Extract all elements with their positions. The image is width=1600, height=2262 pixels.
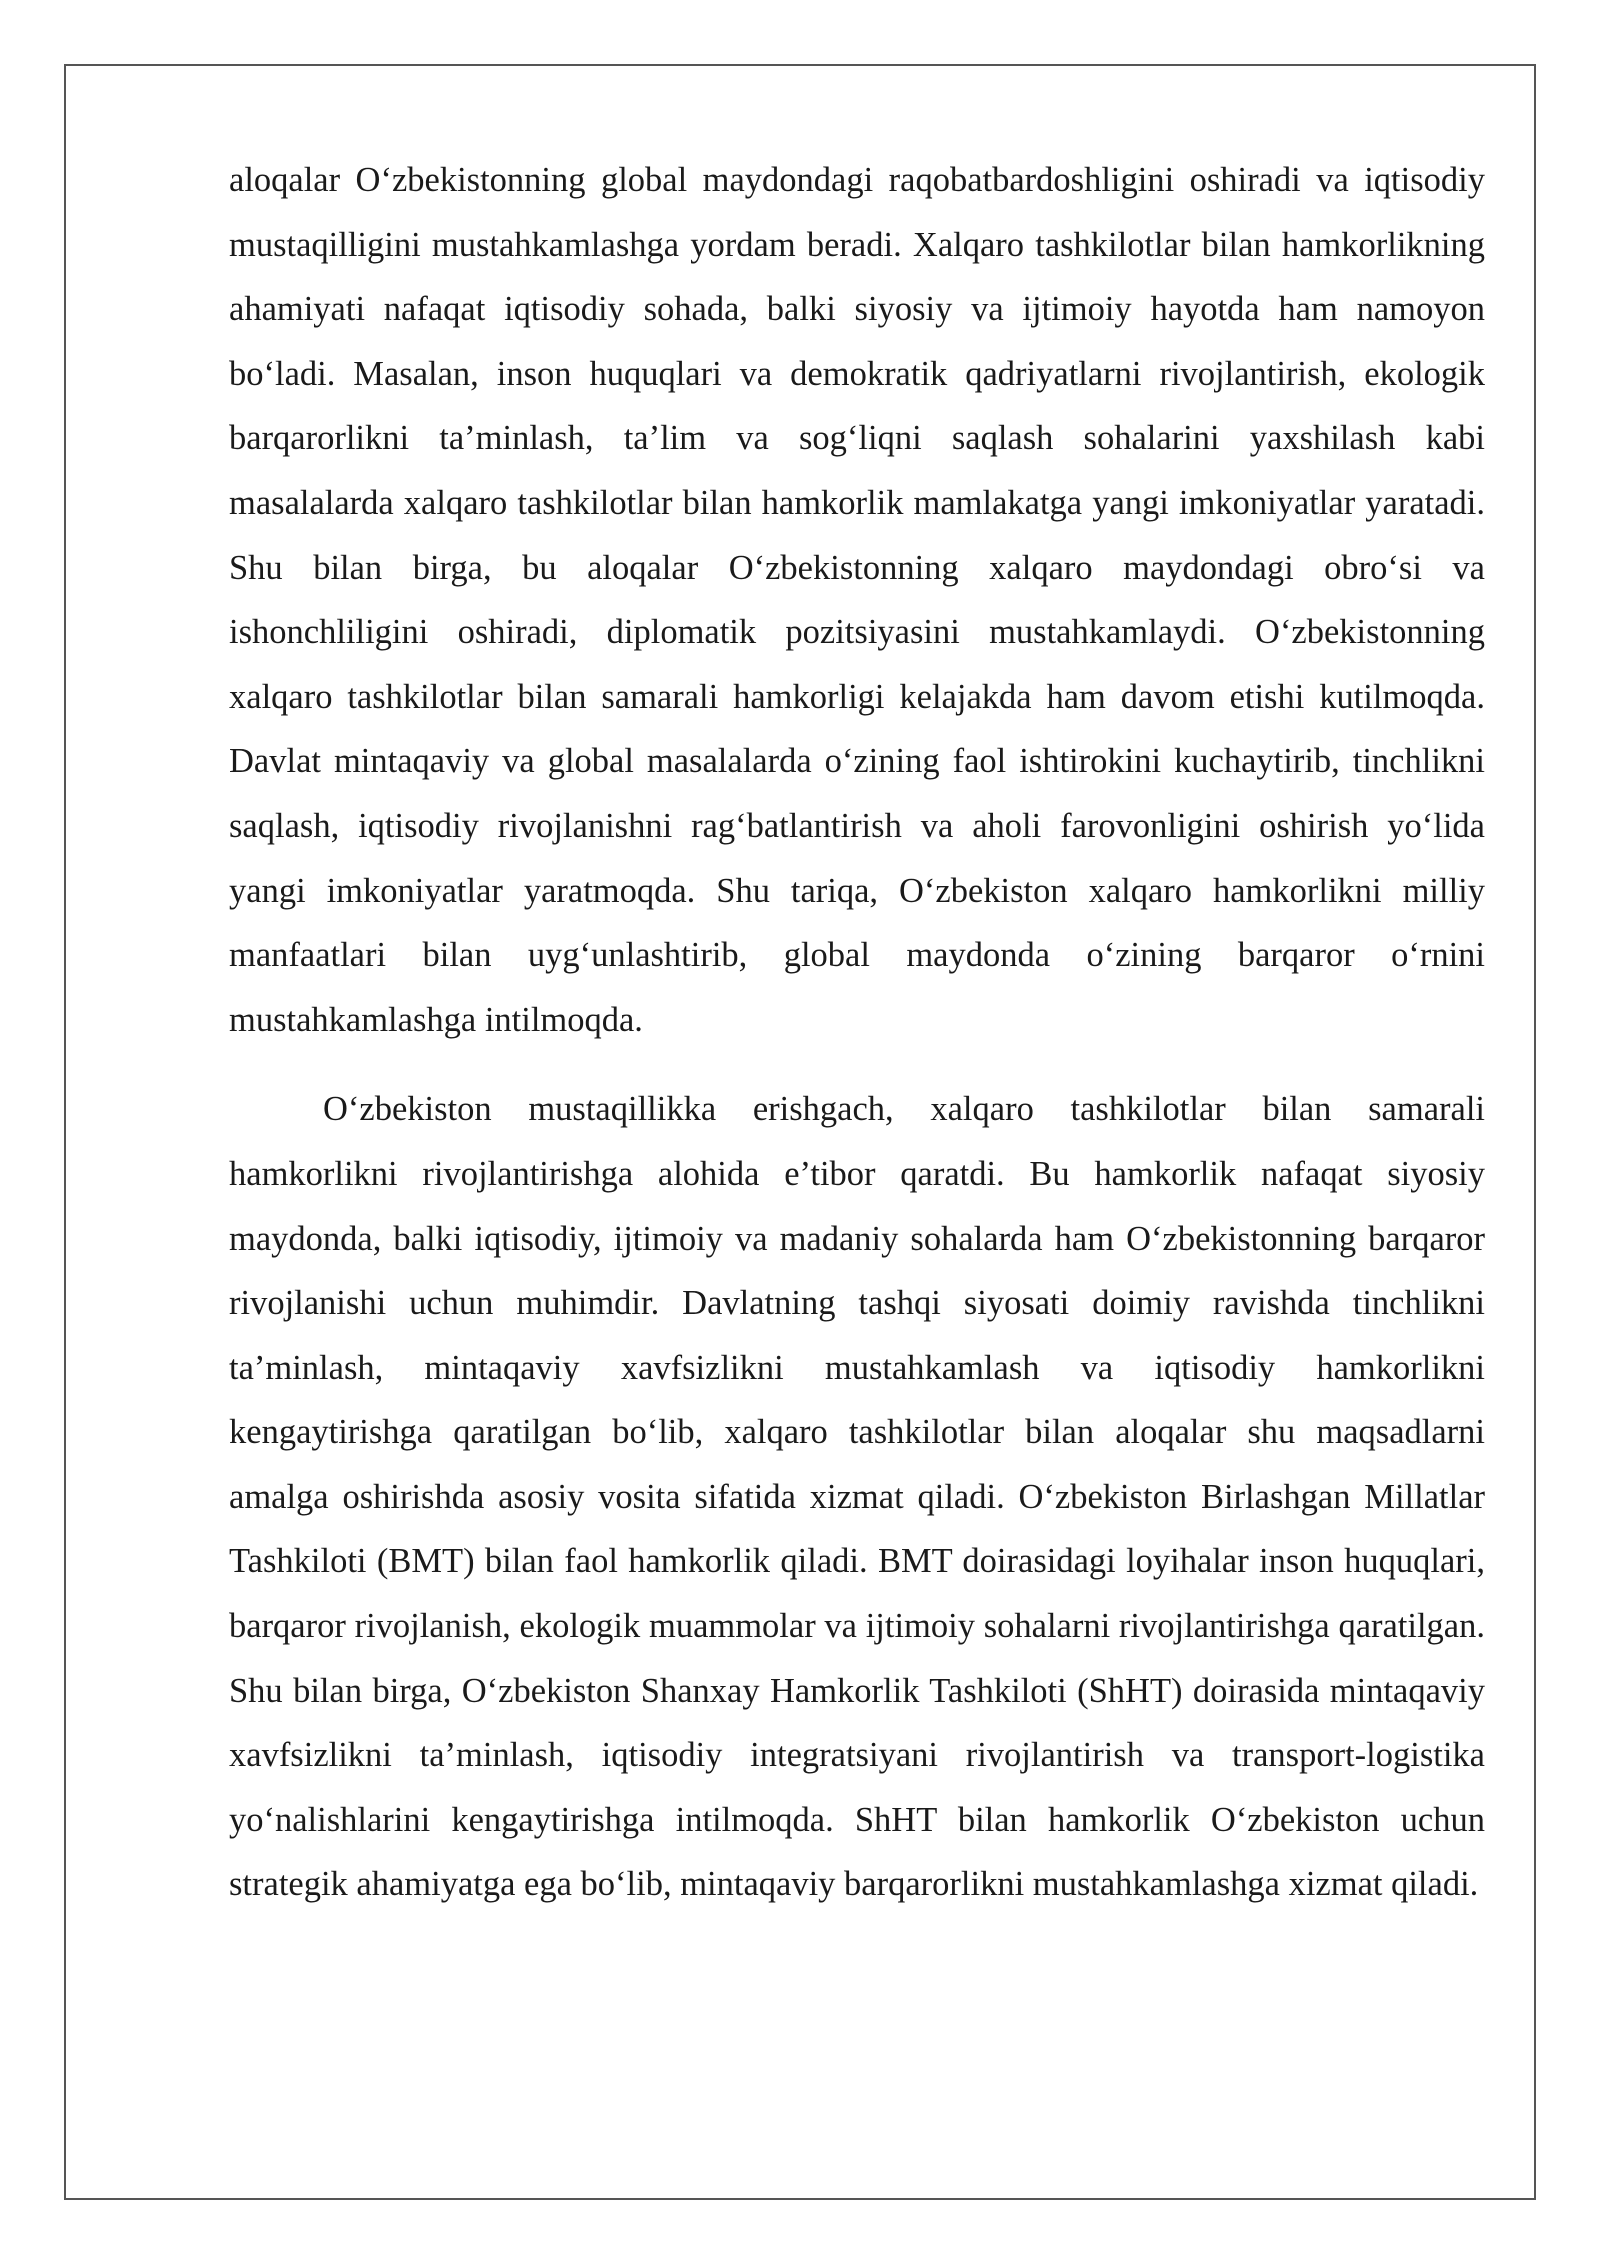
paragraph-1: aloqalar O‘zbekistonning global maydondagi raqobatbardoshligini oshiradi va iqtisodiy mustaqilligini mustahkamlashga yordam beradi. Xalqaro tashkilotlar bilan hamkorlikning ahamiyati nafaqat iqtisodiy sohada, balki siyosiy va ijtimoiy hayotda ham namoyon bo‘ladi. Masalan, inson huquqlari va demokratik qadriyatlarni rivojlantirish, ekologik barqarorlikni ta’minlash, ta’lim va sog‘liqni saqlash sohalarini yaxshilash kabi masalalarda xalqaro tashkilotlar bilan hamkorlik mamlakatga yangi imkoniyatlar yaratadi. Shu bilan birga, bu aloqalar O‘zbekistonning xalqaro maydondagi obro‘si va ishonchliligini oshiradi, diplomatik pozitsiyasini mustahkamlaydi. O‘zbekistonning xalqaro tashkilotlar bilan samarali hamkorligi kelajakda ham davom etishi kutilmoqda. Davlat mintaqaviy va global masalalarda o‘zining faol ishtirokini kuchaytirib, tinchlikni saqlash, iqtisodiy rivojlanishni rag‘batlantirish va aholi farovonligini oshirish yo‘lida yangi imkoniyatlar yaratmoqda. Shu tariqa, O‘zbekiston xalqaro hamkorlikni milliy manfaatlari bilan uyg‘unlashtirib, global maydonda o‘zining barqaror o‘rnini mustahkamlashga intilmoqda. [229, 161, 1485, 1039]
paragraph-2: O‘zbekiston mustaqillikka erishgach, xalqaro tashkilotlar bilan samarali hamkorlikni rivojlantirishga alohida e’tibor qaratdi. Bu hamkorlik nafaqat siyosiy maydonda, balki iqtisodiy, ijtimoiy va madaniy sohalarda ham O‘zbekistonning barqaror rivojlanishi uchun muhimdir. Davlatning tashqi siyosati doimiy ravishda tinchlikni ta’minlash, mintaqaviy xavfsizlikni mustahkamlash va iqtisodiy hamkorlikni kengaytirishga qaratilgan bo‘lib, xalqaro tashkilotlar bilan aloqalar shu maqsadlarni amalga oshirishda asosiy vosita sifatida xizmat qiladi. O‘zbekiston Birlashgan Millatlar Tashkiloti (BMT) bilan faol hamkorlik qiladi. BMT doirasidagi loyihalar inson huquqlari, barqaror rivojlanish, ekologik muammolar va ijtimoiy sohalarni rivojlantirishga qaratilgan. Shu bilan birga, O‘zbekiston Shanxay Hamkorlik Tashkiloti (ShHT) doirasida mintaqaviy xavfsizlikni ta’minlash, iqtisodiy integratsiyani rivojlantirish va transport-logistika yo‘nalishlarini kengaytirishga intilmoqda. ShHT bilan hamkorlik O‘zbekiston uchun strategik ahamiyatga ega bo‘lib, mintaqaviy barqarorlikni mustahkamlashga xizmat qiladi. [229, 1090, 1485, 1904]
document-body [229, 148, 1485, 1917]
